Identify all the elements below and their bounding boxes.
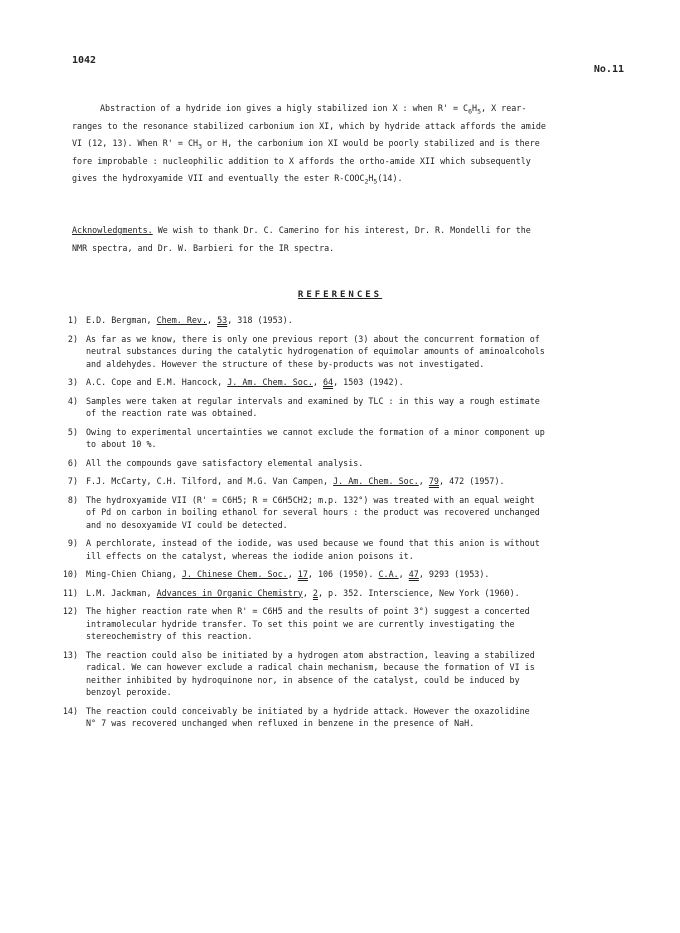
reference-text	[86, 426, 626, 451]
citation-text: Ming-Chien Chiang,	[86, 569, 182, 579]
reference-text	[86, 395, 626, 420]
volume-number: 47	[408, 569, 419, 579]
body-text: VI (12, 13). When R' = CH	[72, 138, 199, 148]
citation-text: ,	[302, 587, 313, 598]
ack-heading: Acknowledgments.	[72, 225, 153, 235]
citation-text: , 1503 (1942).	[333, 377, 404, 387]
reference-number: 14)	[62, 705, 78, 716]
reference-line: The reaction could conceivably be initiated by a hydride attack. However the oxazolidine	[86, 705, 530, 716]
body-paragraph	[72, 100, 620, 188]
reference-text	[86, 537, 626, 562]
reference-text	[86, 314, 626, 327]
reference-item	[56, 457, 626, 470]
reference-item	[56, 705, 626, 730]
subscript: 5	[477, 107, 481, 116]
citation-text: ,	[207, 315, 218, 325]
reference-item	[56, 605, 626, 643]
subscript: 5	[373, 177, 378, 186]
journal-title: J. Am. Chem. Soc.	[227, 377, 313, 387]
journal-number: No.11	[593, 64, 624, 75]
reference-line: benzoyl peroxide.	[86, 687, 172, 697]
journal-title: Advances in Organic Chemistry	[156, 587, 303, 598]
volume-number: 79	[428, 476, 439, 486]
volume-number: 2	[312, 587, 318, 598]
ack-text: NMR spectra, and Dr. W. Barbieri for the IR spectra.	[72, 242, 335, 253]
reference-line: The higher reaction rate when R' = C6H5 and the results of point 3°) suggest a concerted	[86, 606, 530, 616]
reference-number: 1)	[67, 315, 78, 325]
journal-title: C.A.	[378, 569, 399, 579]
body-text: H	[368, 173, 374, 183]
reference-number: 3)	[67, 377, 78, 387]
journal-title: J. Am. Chem. Soc.	[333, 476, 419, 486]
citation-text: L.M. Jackman,	[86, 587, 157, 598]
reference-item	[56, 376, 626, 389]
reference-line: neither inhibited by hydroquinone nor, in absence of the catalyst, could be induced by	[86, 674, 520, 685]
reference-text	[86, 605, 626, 643]
reference-text	[86, 705, 626, 730]
reference-line: radical. We can however exclude a radical chain mechanism, because the formation of VI is	[86, 662, 535, 672]
reference-number: 6)	[67, 457, 78, 468]
subscript: 3	[198, 142, 202, 151]
reference-number: 8)	[67, 494, 78, 505]
reference-number: 9)	[67, 538, 78, 548]
reference-line: of the reaction rate was obtained.	[86, 408, 258, 418]
reference-number: 10)	[62, 569, 78, 579]
ack-text: We wish to thank Dr. C. Camerino for his interest, Dr. R. Mondelli for the	[152, 225, 531, 235]
citation-text: , 9293 (1953).	[418, 569, 490, 579]
reference-item	[56, 475, 626, 488]
reference-line: neutral substances during the catalytic hydrogenation of equimolar amounts of aminoalcohols	[86, 346, 545, 356]
reference-number: 11)	[62, 587, 78, 598]
citation-text: , 106 (1950).	[307, 569, 379, 579]
acknowledgments	[72, 222, 620, 257]
reference-number: 4)	[67, 395, 78, 406]
subscript: 2	[364, 177, 369, 186]
references-list	[56, 314, 626, 736]
journal-title: Chem. Rev.	[156, 315, 208, 325]
reference-text	[86, 457, 626, 470]
volume-number: 64	[323, 377, 334, 387]
reference-item	[56, 587, 626, 600]
reference-text	[86, 568, 626, 581]
reference-line: and no desoxyamide VI could be detected.	[86, 519, 288, 530]
reference-item	[56, 494, 626, 532]
journal-title: J. Chinese Chem. Soc.	[181, 569, 288, 579]
reference-line: Owing to experimental uncertainties we cannot exclude the formation of a minor component up	[86, 426, 545, 437]
body-text: Abstraction of a hydride ion gives a higly stabilized ion X : when R' = C	[100, 103, 469, 113]
reference-line: Samples were taken at regular intervals and examined by TLC : in this way a rough estimate	[86, 395, 540, 406]
reference-text	[86, 649, 626, 699]
reference-number: 5)	[67, 426, 78, 437]
body-text: , X rear-	[480, 103, 527, 113]
reference-item	[56, 426, 626, 451]
reference-item	[56, 649, 626, 699]
reference-number: 13)	[62, 649, 78, 660]
reference-text	[86, 376, 626, 389]
citation-text: , 318 (1953).	[227, 315, 293, 325]
reference-text	[86, 587, 626, 600]
reference-line: A perchlorate, instead of the iodide, was used because we found that this anion is without	[86, 538, 540, 548]
citation-text: F.J. McCarty, C.H. Tilford, and M.G. Van Campen,	[86, 476, 334, 486]
body-text: or H, the carbonium ion XI would be poorly stabilized and is there	[201, 138, 540, 148]
citation-text: ,	[398, 569, 409, 579]
citation-text: ,	[287, 569, 298, 579]
body-text: H	[472, 103, 478, 113]
reference-line: All the compounds gave satisfactory elemental analysis.	[86, 457, 364, 468]
reference-text	[86, 333, 626, 371]
reference-line: intramolecular hydride transfer. To set this point we are currently investigating the	[86, 618, 515, 629]
reference-item	[56, 537, 626, 562]
body-text: (14).	[377, 173, 403, 183]
reference-number: 7)	[67, 476, 78, 486]
reference-number: 12)	[62, 606, 78, 616]
body-text: ranges to the resonance stabilized carbonium ion XI, which by hydride attack affords the amide	[72, 120, 546, 131]
reference-line: The reaction could also be initiated by a hydrogen atom abstraction, leaving a stabilized	[86, 649, 535, 660]
reference-number: 2)	[67, 333, 78, 344]
volume-number: 53	[217, 315, 228, 325]
citation-text: ,	[418, 476, 429, 486]
reference-line: stereochemistry of this reaction.	[86, 631, 253, 641]
reference-line: and aldehydes. However the structure of these by-products was not investigated.	[86, 358, 485, 369]
subscript: 6	[468, 107, 473, 116]
page-number: 1042	[72, 55, 97, 66]
references-title: REFERENCES	[297, 290, 383, 300]
reference-line: N° 7 was recovered unchanged when refluxed in benzene in the presence of NaH.	[86, 718, 475, 728]
reference-line: ill effects on the catalyst, whereas the iodide anion poisons it.	[86, 550, 414, 561]
volume-number: 17	[297, 569, 308, 579]
body-text: gives the hydroxyamide VII and eventually the ester R-COOC	[72, 173, 365, 183]
reference-line: As far as we know, there is only one previous report (3) about the concurrent formation of	[86, 333, 540, 344]
citation-text: ,	[312, 377, 323, 387]
body-text: fore improbable : nucleophilic addition to X affords the ortho-amide XII which subsequently	[72, 155, 531, 166]
reference-item	[56, 395, 626, 420]
reference-item	[56, 314, 626, 327]
reference-line: to about 10 %.	[86, 439, 157, 449]
reference-text	[86, 475, 626, 488]
reference-line: The hydroxyamide VII (R' = C6H5; R = C6H5CH2; m.p. 132°) was treated with an equal weight	[86, 494, 535, 505]
reference-text	[86, 494, 626, 532]
citation-text: E.D. Bergman,	[86, 315, 157, 325]
citation-text: A.C. Cope and E.M. Hancock,	[86, 377, 228, 387]
reference-item	[56, 333, 626, 371]
reference-line: of Pd on carbon in boiling ethanol for several hours : the product was recovered unchanged	[86, 507, 540, 517]
citation-text: , 472 (1957).	[438, 476, 505, 486]
citation-text: , p. 352. Interscience, New York (1960).	[317, 587, 520, 598]
reference-item	[56, 568, 626, 581]
